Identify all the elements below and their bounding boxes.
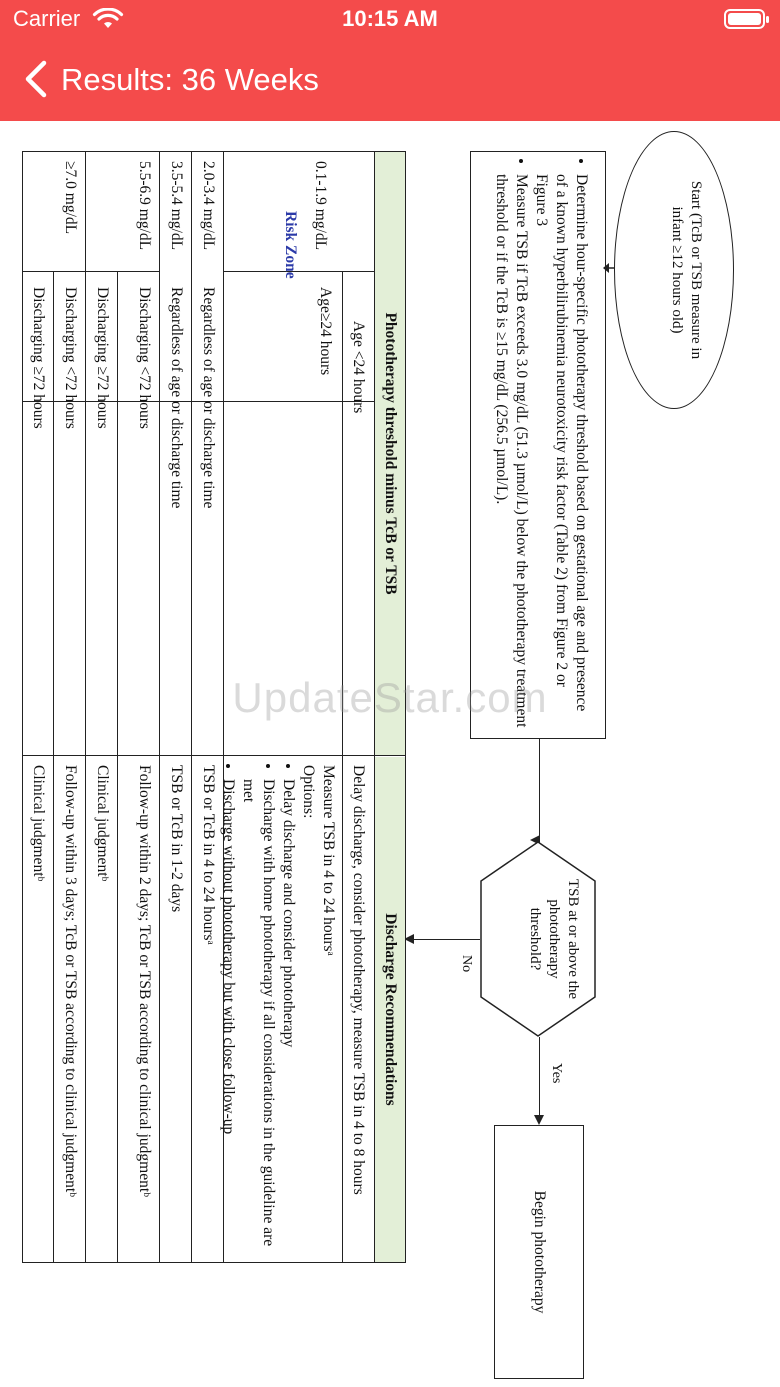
document-viewer[interactable] xyxy=(0,121,780,1387)
header-left-text: Phototherapy threshold minus TcB or TSB xyxy=(382,312,399,595)
yes-label: Yes xyxy=(549,1063,564,1084)
rec-options: Options: xyxy=(300,765,317,819)
start-oval xyxy=(614,131,734,409)
age-cell: Regardless of age or discharge time xyxy=(200,287,217,509)
start-text: Start (TcB or TSB measure in infant ≥12 hours old) xyxy=(669,180,704,360)
table-header-right xyxy=(375,757,405,1262)
recommendation-cell: Follow-up within 2 days; TcB or TSB according to clinical judgmentᵇ xyxy=(136,765,153,1197)
recommendation-cell: TSB or TcB in 1-2 days xyxy=(168,765,185,913)
zone-label: ≥7.0 mg/dL xyxy=(62,161,79,235)
recommendation-cell: Delay discharge, consider phototherapy, measure TSB in 4 to 8 hours xyxy=(350,765,367,1195)
table-header-left xyxy=(375,152,405,755)
age-cell: Age <24 hours xyxy=(350,321,367,414)
recommendation-cell: Clinical judgmentᵇ xyxy=(94,765,111,882)
carrier-label: Carrier xyxy=(13,6,81,31)
rec-option: • Delay discharge and consider phototherapy xyxy=(278,779,298,1259)
rotated-flowchart xyxy=(0,121,780,1387)
age-cell: Discharging ≥72 hours xyxy=(94,287,111,429)
age-cell: Discharging ≥72 hours xyxy=(30,287,47,429)
zone-label: 3.5-5.4 mg/dL xyxy=(168,161,185,251)
age-cell: Discharging <72 hours xyxy=(62,287,79,429)
instruction-item: • Measure TSB if TcB exceeds 3.0 mg/dL (51.3 µmol/L) below the phototherapy treatment threshold or if the TcB is ≥15 mg/dL (256.5 µmol/L). xyxy=(491,174,531,728)
navigation-bar xyxy=(0,0,780,121)
rec-option: • Discharge with home phototherapy if all considerations in the guideline are met xyxy=(238,779,278,1259)
decision-text: TSB at or above the phototherapy threshold? xyxy=(527,879,581,999)
back-chevron-icon[interactable] xyxy=(22,60,48,98)
page-title: Results: 36 Weeks xyxy=(61,62,319,97)
rec-option: • Discharge without phototherapy but with close follow-up xyxy=(218,779,238,1259)
rec-options-list xyxy=(218,765,298,1259)
recommendation-cell: Follow-up within 3 days; TcB or TSB according to clinical judgmentᵇ xyxy=(62,765,79,1197)
instruction-list xyxy=(491,160,591,728)
recommendation-cell: TSB or TcB in 4 to 24 hoursᵃ xyxy=(200,765,217,945)
recommendation-cell: Clinical judgmentᵇ xyxy=(30,765,47,882)
zone-label: 0.1-1.9 mg/dL xyxy=(312,161,329,251)
watermark: UpdateStar.com xyxy=(232,674,548,721)
age-cell: Age≥24 hours xyxy=(317,287,334,376)
recommendation-cell xyxy=(218,765,338,1259)
age-cell: Regardless of age or discharge time xyxy=(168,287,185,509)
risk-zone-label: Risk Zone xyxy=(282,211,299,279)
header-right-text: Discharge Recommendations xyxy=(382,913,399,1106)
rec-title: Measure TSB in 4 to 24 hoursᵃ xyxy=(320,765,337,956)
status-time: 10:15 AM xyxy=(342,6,438,31)
no-label: No xyxy=(459,955,474,973)
begin-phototherapy-box xyxy=(494,1125,584,1379)
instruction-box xyxy=(470,151,606,739)
battery-icon xyxy=(724,8,770,30)
zone-label: 5.5-6.9 mg/dL xyxy=(136,161,153,251)
instruction-item: • Determine hour-specific phototherapy threshold based on gestational age and presence of a known hyperbilirubinemia neurotoxicity risk factor (Table 2) from Figure 2 or Figure 3 xyxy=(531,174,591,728)
yes-box-text: Begin phototherapy xyxy=(531,1190,548,1314)
zone-label: 2.0-3.4 mg/dL xyxy=(200,161,217,251)
age-cell: Discharging <72 hours xyxy=(136,287,153,429)
